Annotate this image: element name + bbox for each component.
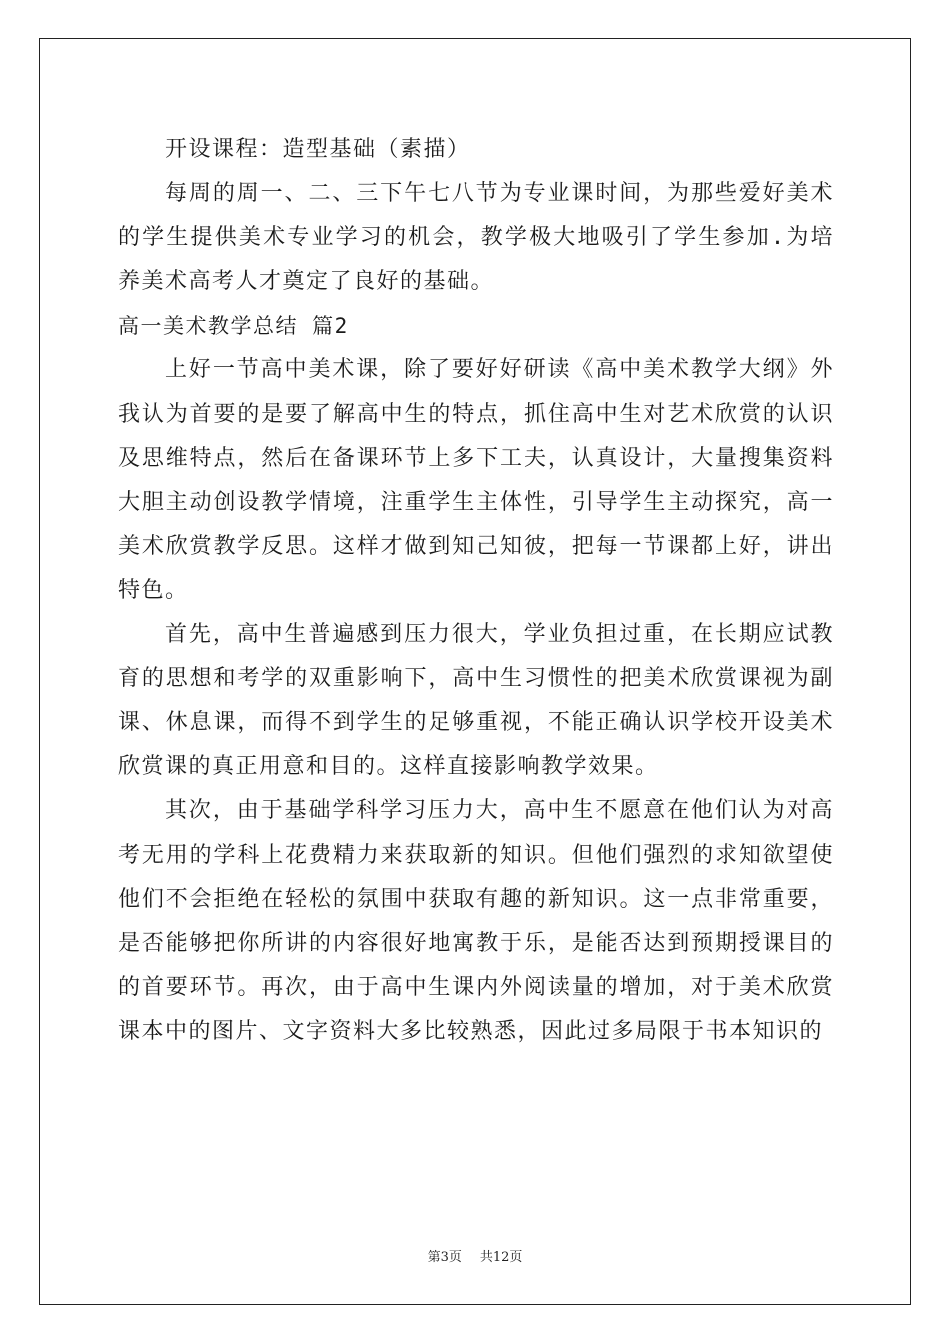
paragraph-schedule: 每周的周一、二、三下午七八节为专业课时间，为那些爱好美术的学生提供美术专业学习的机会，教学极大地吸引了学生参加.为培养美术高考人才奠定了良好的基础。 [118, 181, 834, 295]
page-number: 第3页 [427, 1250, 462, 1265]
paragraph-second: 其次，由于基础学科学习压力大，高中生不愿意在他们认为对高考无用的学科上花费精力来获取新的知识。但他们强烈的求知欲望使他们不会拒绝在轻松的氛围中获取有趣的新知识。这一点非常重要，是否能够把你所讲的内容很好地寓教于乐，是能否达到预期授课目的的首要环节。再次，由于高中生课内外阅读量的增加，对于美术欣赏课本中的图片、文字资料大多比较熟悉，因此过多局限于书本知识的 [118, 798, 834, 1044]
paragraph-course: 开设课程：造型基础（素描） [165, 137, 471, 162]
paragraph-intro: 上好一节高中美术课，除了要好好研读《高中美术教学大纲》外我认为首要的是要了解高中生的特点，抓住高中生对艺术欣赏的认识及思维特点，然后在备课环节上多下工夫，认真设计，大量搜集资料大胆主动创设教学情境，注重学生主体性，引导学生主动探究，高一美术欣赏教学反思。这样才做到知己知彼，把每一节课都上好，讲出特色。 [118, 357, 834, 603]
section-heading: 高一美术教学总结 篇2 [118, 314, 349, 339]
document-body [118, 128, 834, 1054]
paragraph-first: 首先，高中生普遍感到压力很大，学业负担过重，在长期应试教育的思想和考学的双重影响下，高中生习惯性的把美术欣赏课视为副课、休息课，而得不到学生的足够重视，不能正确认识学校开设美术欣赏课的真正用意和目的。这样直接影响教学效果。 [118, 622, 834, 780]
page-total: 共12页 [479, 1250, 523, 1265]
page-footer [0, 1246, 950, 1265]
